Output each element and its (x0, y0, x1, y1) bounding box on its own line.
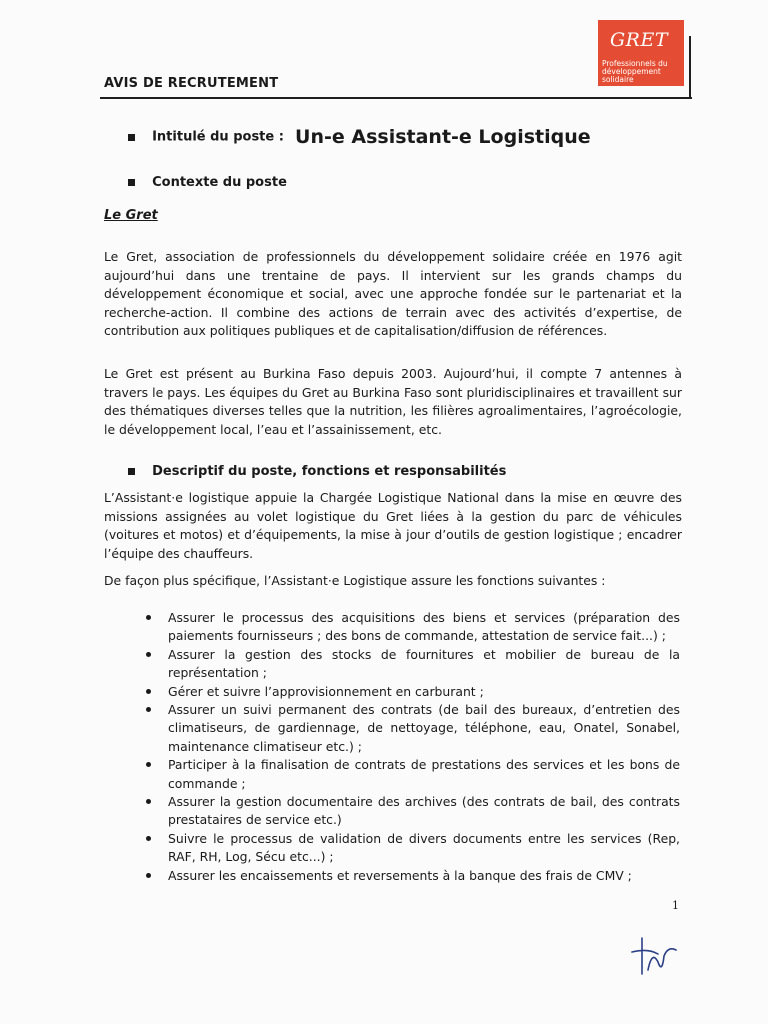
list-item: Assurer le processus des acquisitions des biens et services (préparation des paiements fournisseurs ; des bons de commande, attestation de service fait...) ; (168, 609, 680, 646)
description-intro: L’Assistant·e logistique appuie la Chargée Logistique National dans la mise en œuvre des missions assignées au volet logistique du Gret liées à la gestion du parc de véhicules (voitures et motos) et d’équipements, la mise à jour d’outils de gestion logistique ; encadrer l’équipe des chauffeurs. (104, 490, 682, 561)
context-paragraph-2: Le Gret est présent au Burkina Faso depuis 2003. Aujourd’hui, il compte 7 antennes à travers le pays. Les équipes du Gret au Burkina Faso sont pluridisciplinaires et travaillent sur des thématiques diverses telles que la nutrition, les filières agroalimentaires, l’agroécologie, le développement local, l’eau et l’assainissement, etc. (104, 366, 682, 437)
responsibilities-list (168, 609, 680, 885)
logo-tagline: Professionnels du développement solidaire (602, 59, 668, 84)
square-bullet-icon (128, 179, 135, 186)
signature-icon (628, 930, 680, 978)
square-bullet-icon (128, 468, 135, 475)
list-item: Assurer la gestion documentaire des archives (des contrats de bail, des contrats prestataires de service etc.) (168, 793, 680, 830)
gret-logo (598, 20, 684, 86)
list-item: Participer à la finalisation de contrats de prestations des services et les bons de commande ; (168, 756, 680, 793)
square-bullet-icon (128, 134, 135, 141)
header-divider (100, 97, 692, 99)
description-heading (128, 461, 506, 480)
page-number: 1 (672, 899, 679, 912)
description-heading-label: Descriptif du poste, fonctions et responsabilités (152, 464, 507, 479)
header-divider-vertical (689, 36, 691, 99)
list-item: Suivre le processus de validation de divers documents entre les services (Rep, RAF, RH, Log, Sécu etc...) ; (168, 830, 680, 867)
post-title-heading (128, 126, 591, 148)
description-lead: De façon plus spécifique, l’Assistant·e Logistique assure les fonctions suivantes : (104, 573, 606, 588)
context-paragraph-1: Le Gret, association de professionnels du développement solidaire créée en 1976 agit aujourd’hui dans une trentaine de pays. Il intervient sur les grands champs du développement économique et social, avec une approche fondée sur le partenariat et la recherche-action. Il combine des actions de terrain avec des activités d’expertise, de contribution aux politiques publiques et de capitalisation/diffusion de références. (104, 249, 682, 339)
list-item: Assurer les encaissements et reversements à la banque des frais de CMV ; (168, 867, 680, 885)
context-heading-label: Contexte du poste (152, 175, 287, 190)
post-title-label: Intitulé du poste : (152, 129, 284, 145)
gret-subheading: Le Gret (104, 208, 158, 223)
list-item: Assurer un suivi permanent des contrats (de bail des bureaux, d’entretien des climatiseurs, de gardiennage, de nettoyage, téléphone, eau, Onatel, Sonabel, maintenance climatiseur etc.) ; (168, 701, 680, 756)
post-title-value: Un-e Assistant-e Logistique (295, 126, 591, 148)
context-heading (128, 172, 287, 191)
list-item: Gérer et suivre l’approvisionnement en carburant ; (168, 683, 680, 701)
page-title: AVIS DE RECRUTEMENT (104, 76, 279, 91)
list-item: Assurer la gestion des stocks de fournitures et mobilier de bureau de la représentation ; (168, 646, 680, 683)
logo-mark: GRET (610, 29, 669, 51)
